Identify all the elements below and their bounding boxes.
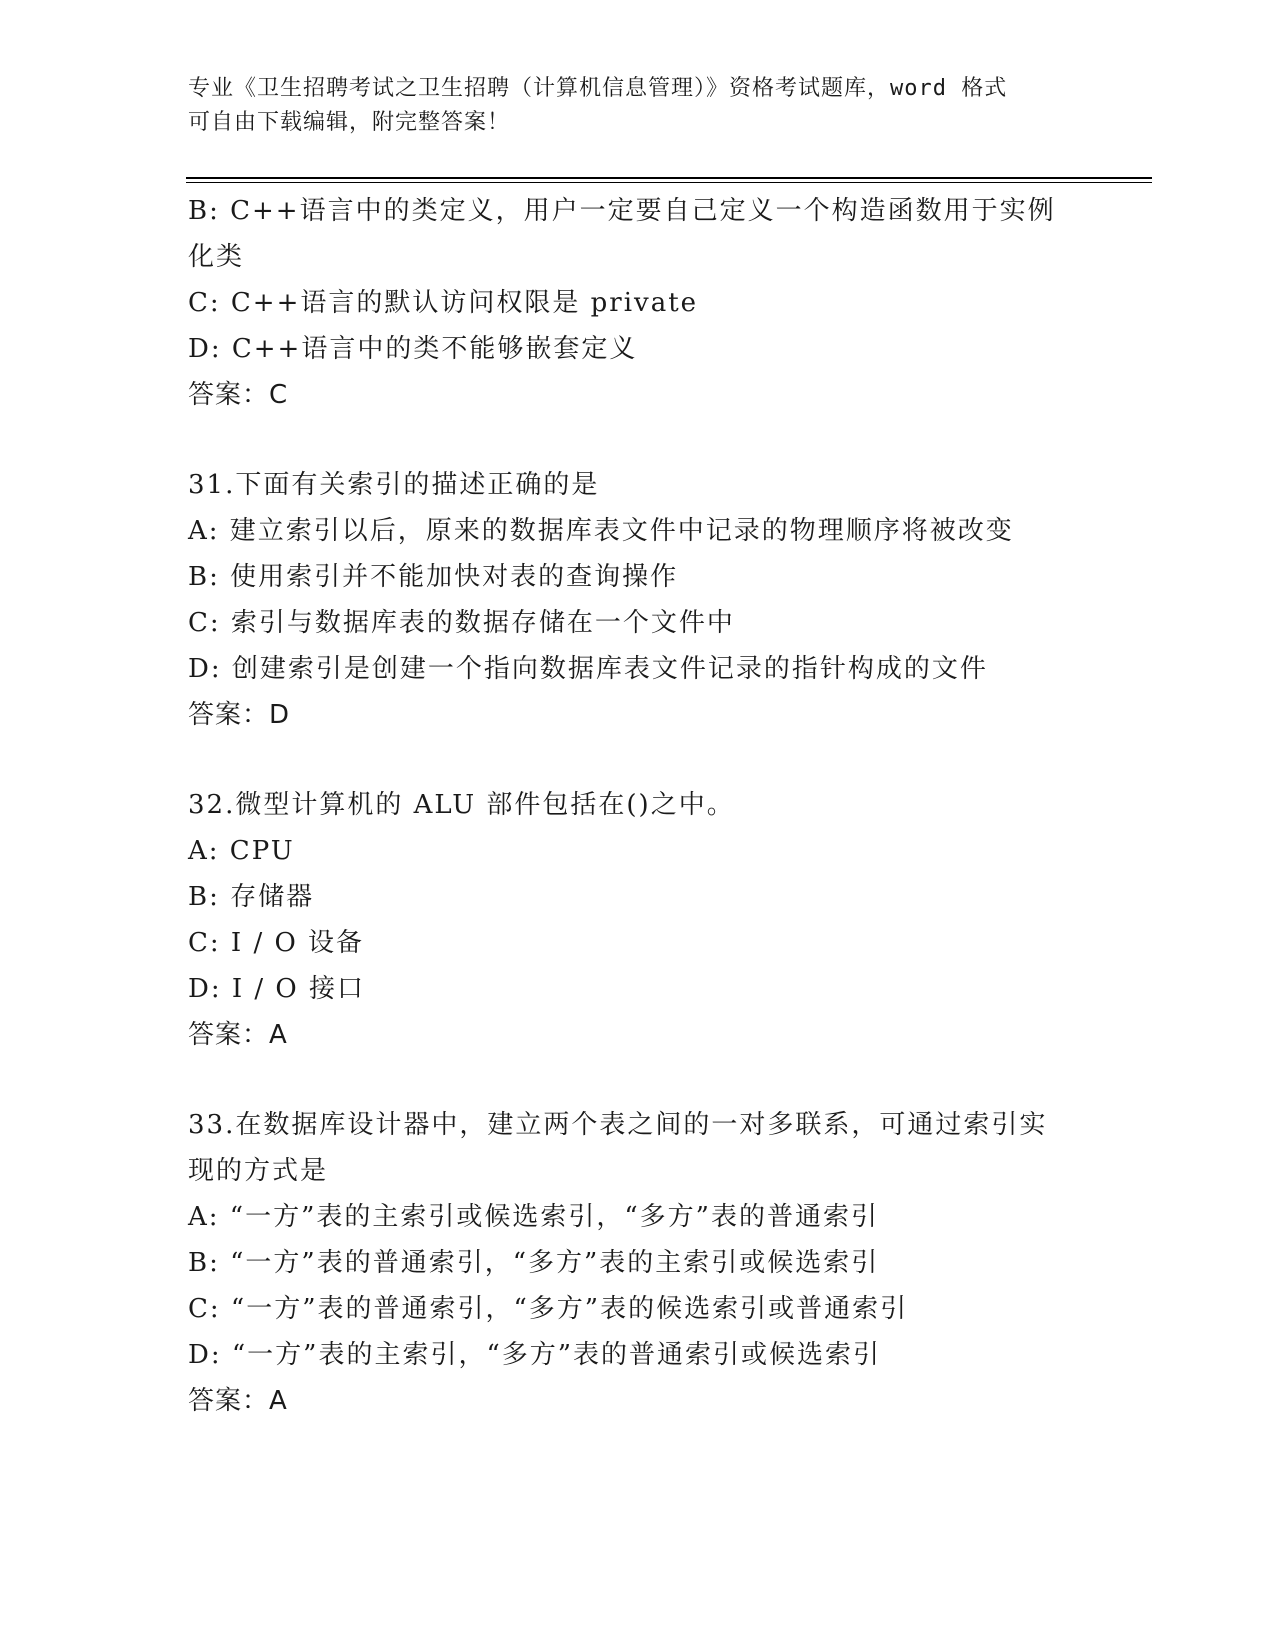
spacer	[188, 1058, 1088, 1102]
spacer	[188, 738, 1088, 782]
header-divider-thin	[186, 182, 1152, 183]
q31-option-c: C: 索引与数据库表的数据存储在一个文件中	[188, 608, 735, 638]
q32-option-c: C: I / O 设备	[188, 928, 365, 958]
header-line-1: 专业《卫生招聘考试之卫生招聘（计算机信息管理）》资格考试题库，word 格式	[188, 76, 1008, 101]
q33-option-b: B: “一方”表的普通索引，“多方”表的主索引或候选索引	[188, 1248, 880, 1278]
q32-option-b: B: 存储器	[188, 882, 315, 912]
q33-option-c: C: “一方”表的普通索引，“多方”表的候选索引或普通索引	[188, 1294, 909, 1324]
question-33-block	[188, 1102, 1088, 1424]
document-header	[188, 72, 1088, 140]
q33-option-a: A: “一方”表的主索引或候选索引，“多方”表的普通索引	[188, 1202, 879, 1232]
question-30-block	[188, 188, 1088, 418]
q30-option-b-line-2: 化类	[188, 242, 245, 272]
q33-answer: 答案：A	[188, 1386, 288, 1416]
q31-option-b: B: 使用索引并不能加快对表的查询操作	[188, 562, 679, 592]
spacer	[188, 418, 1088, 462]
q30-option-b-line-1: B: C++语言中的类定义，用户一定要自己定义一个构造函数用于实例	[188, 196, 1056, 226]
q31-question: 31.下面有关索引的描述正确的是	[188, 470, 600, 500]
question-content	[188, 188, 1088, 1424]
q30-option-c: C: C++语言的默认访问权限是 private	[188, 288, 699, 318]
q32-question: 32.微型计算机的 ALU 部件包括在()之中。	[188, 790, 735, 820]
q32-answer: 答案：A	[188, 1020, 288, 1050]
q32-option-a: A: CPU	[188, 836, 295, 866]
q30-answer: 答案：C	[188, 380, 289, 410]
header-divider-thick	[186, 177, 1152, 179]
question-32-block	[188, 782, 1088, 1058]
question-31-block	[188, 462, 1088, 738]
q32-option-d: D: I / O 接口	[188, 974, 366, 1004]
q31-option-a: A: 建立索引以后，原来的数据库表文件中记录的物理顺序将被改变	[188, 516, 1014, 546]
q31-answer: 答案：D	[188, 700, 291, 730]
q30-option-d: D: C++语言中的类不能够嵌套定义	[188, 334, 638, 364]
q31-option-d: D: 创建索引是创建一个指向数据库表文件记录的指针构成的文件	[188, 654, 988, 684]
header-line-2: 可自由下载编辑，附完整答案！	[188, 110, 511, 135]
q33-question-line-2: 现的方式是	[188, 1156, 329, 1186]
q33-question-line-1: 33.在数据库设计器中，建立两个表之间的一对多联系，可通过索引实	[188, 1110, 1048, 1140]
q33-option-d: D: “一方”表的主索引，“多方”表的普通索引或候选索引	[188, 1340, 882, 1370]
